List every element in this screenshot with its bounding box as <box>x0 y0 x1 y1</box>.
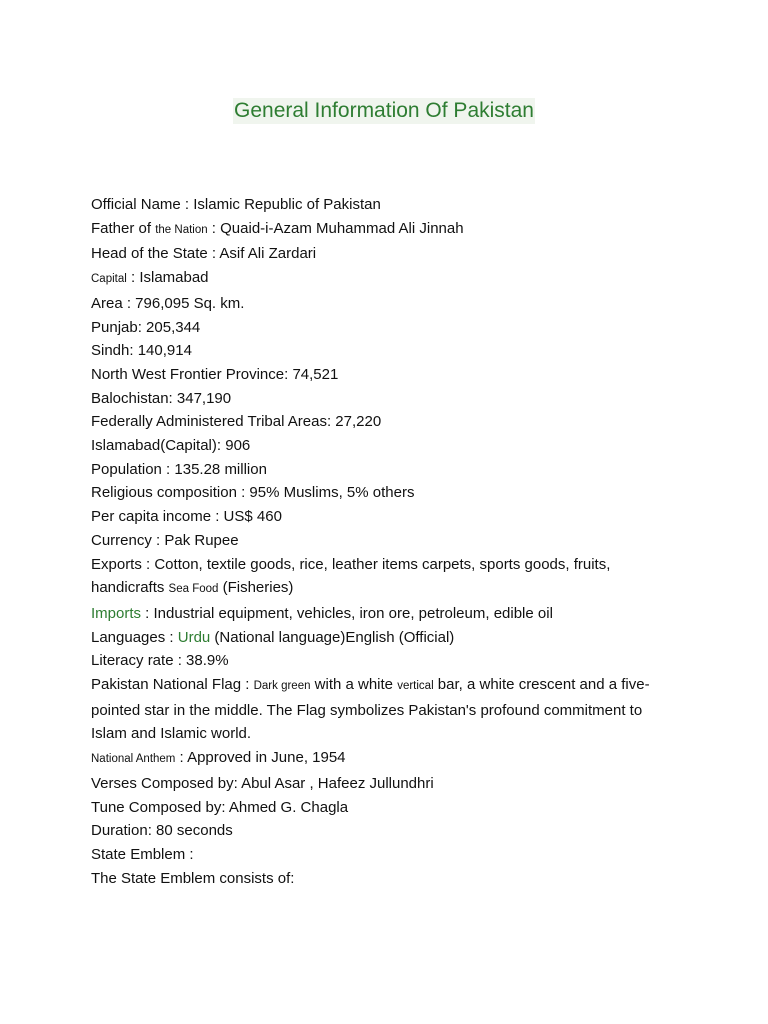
national-anthem-line <box>91 746 681 772</box>
page-title <box>0 88 768 125</box>
area-line: Area : 796,095 Sq. km. <box>91 294 245 312</box>
verses-composed-line: Verses Composed by: Abul Asar , Hafeez Jullundhri <box>91 774 434 792</box>
capital-value: : Islamabad <box>126 269 209 287</box>
population-line: Population : 135.28 million <box>91 460 267 478</box>
flag-text-1: with a white <box>310 676 398 694</box>
anthem-value: : Approved in June, 1954 <box>175 749 346 767</box>
info-list <box>91 193 681 890</box>
anthem-label: National Anthem <box>91 753 176 766</box>
flag-text-2: bar, a white crescent and a five-pointed star in the middle. The Flag symbolizes Pakistan's profound commitment to Islam and Islamic world. <box>91 676 650 743</box>
tune-composed-line: Tune Composed by: Ahmed G. Chagla <box>91 798 349 816</box>
exports-sea-food: Sea Food <box>168 583 219 596</box>
per-capita-income-line: Per capita income : US$ 460 <box>91 508 282 526</box>
head-of-state-line: Head of the State : Asif Ali Zardari <box>91 245 317 263</box>
flag-label: Pakistan National Flag : <box>91 676 254 694</box>
languages-value: (National language)English (Official) <box>210 628 455 646</box>
sindh-line: Sindh: 140,914 <box>91 342 192 360</box>
exports-text: Exports : Cotton, textile goods, rice, leather items carpets, sports goods, fruits, handicrafts <box>91 555 611 597</box>
father-label-small: the Nation <box>155 223 208 236</box>
punjab-line: Punjab: 205,344 <box>91 318 201 336</box>
imports-label: Imports <box>91 604 142 622</box>
languages-line <box>91 626 681 650</box>
father-value: : Quaid-i-Azam Muhammad Ali Jinnah <box>207 219 464 237</box>
fata-line: Federally Administered Tribal Areas: 27,220 <box>91 413 382 431</box>
languages-label: Languages : <box>91 628 178 646</box>
islamabad-capital-line: Islamabad(Capital): 906 <box>91 437 251 455</box>
official-name-line: Official Name : Islamic Republic of Pakistan <box>91 196 381 213</box>
imports-line <box>91 602 681 626</box>
flag-dark-green: Dark green <box>253 680 311 693</box>
currency-line: Currency : Pak Rupee <box>91 531 239 549</box>
exports-fisheries: (Fisheries) <box>218 579 294 597</box>
languages-urdu: Urdu <box>177 628 211 646</box>
exports-line <box>91 553 681 602</box>
capital-line <box>91 266 681 292</box>
state-emblem-consists-line: The State Emblem consists of: <box>91 869 295 887</box>
duration-line: Duration: 80 seconds <box>91 822 233 840</box>
state-emblem-line: State Emblem : <box>91 845 194 863</box>
father-of-nation-line <box>91 217 681 243</box>
page-title-text: General Information Of Pakistan <box>234 99 534 122</box>
capital-label: Capital <box>91 273 127 286</box>
balochistan-line: Balochistan: 347,190 <box>91 389 232 407</box>
nwfp-line: North West Frontier Province: 74,521 <box>91 365 339 383</box>
religious-composition-line: Religious composition : 95% Muslims, 5% others <box>91 484 415 502</box>
father-label: Father of <box>91 219 156 237</box>
literacy-rate-line: Literacy rate : 38.9% <box>91 652 229 670</box>
flag-vertical: vertical <box>397 680 434 693</box>
national-flag-line <box>91 673 681 746</box>
imports-value: : Industrial equipment, vehicles, iron ore, petroleum, edible oil <box>141 604 553 622</box>
